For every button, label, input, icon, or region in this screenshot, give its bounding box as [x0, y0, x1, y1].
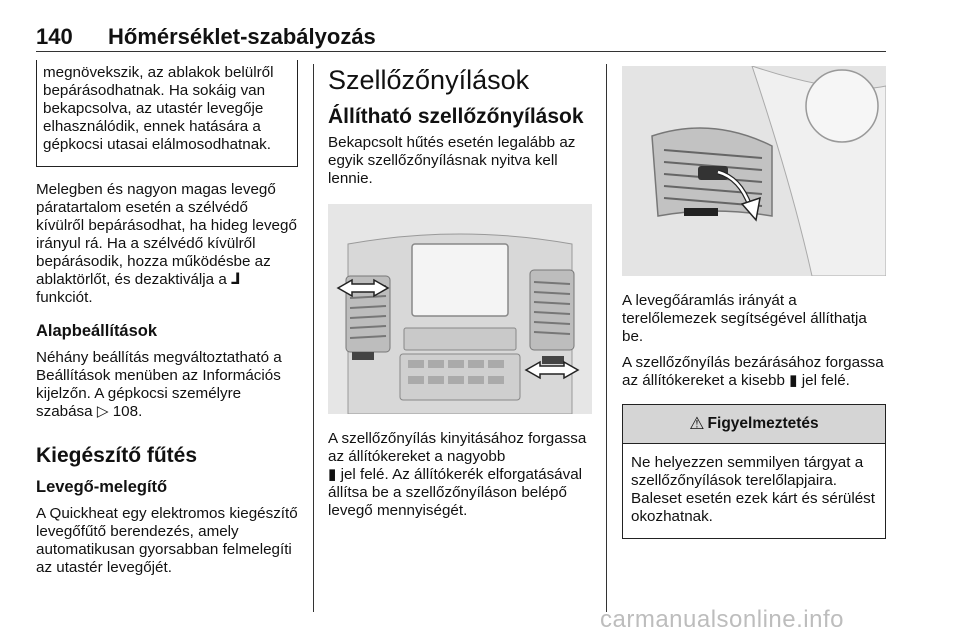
large-mark-icon: ▮ [328, 466, 337, 483]
page-ref-number: 108. [112, 403, 143, 420]
heading-auxiliary-heating: Kiegészítő fűtés [36, 444, 198, 467]
watermark-text: carmanualsonline.info [600, 606, 844, 633]
paragraph-fogging-text: Melegben és nagyon magas levegő páratartalom esetén a szélvédő kívülről bepárásodhat, ha hideg levegő irányul rá. Ha a szélvédő kívülről bepárásodik, hozza működésbe az ablaktörlőt, és dezaktiválja a [36, 181, 297, 288]
heading-defaults: Alapbeállítások [36, 322, 158, 340]
small-mark-icon: ▮ [789, 372, 798, 389]
column-divider-1 [313, 64, 314, 612]
heading-air-heater: Levegő-melegítő [36, 478, 168, 496]
paragraph-close-vent-end: jel felé. [801, 372, 850, 389]
paragraph-quickheat: A Quickheat egy elektromos kiegészítő levegőfűtő berendezés, amely automatikusan gyorsabban felmelegíti az utastér levegőjét. [36, 505, 298, 576]
paragraph-settings-text: Néhány beállítás megváltoztatható a Beállítások menüben az Információs kijelzőn. A gépkocsi személyre szabása [36, 349, 282, 420]
heading-adjustable-vents: Állítható szellőzőnyílások [328, 105, 584, 128]
page-ref-arrow-icon: ▷ [96, 403, 109, 420]
continued-note-box [36, 60, 298, 167]
paragraph-fogging-end: funkciót. [36, 289, 93, 306]
warning-text: Ne helyezzen semmilyen tárgyat a szellőzőnyílások terelőlapjaira. Baleset esetén ezek kárt és sérülést okozhatnak. [631, 454, 875, 525]
defog-symbol-icon: ᒧ [231, 271, 241, 288]
warning-title: Figyelmeztetés [707, 415, 819, 432]
heading-vents: Szellőzőnyílások [328, 65, 530, 95]
side-vent-illustration [622, 66, 886, 276]
page-header [36, 22, 886, 52]
header-rule [36, 51, 886, 52]
warning-box [622, 404, 886, 539]
continued-note-text: megnövekszik, az ablakok belülről bepárásodhatnak. Ha sokáig van bekapcsolva, az utastér levegője elhasználódik, ennek hatására a gépkocsi utasai elálmosodhatnak. [43, 64, 274, 153]
paragraph-open-vent-text: A szellőzőnyílás kinyitásához forgassa az állítókereket a nagyobb [328, 430, 587, 465]
paragraph-open-vent-end: jel felé. Az állítókerék elforgatásával állítsa be a szellőzőnyíláson belépő levegő mennyiségét. [328, 466, 583, 519]
paragraph-close-vent-text: A szellőzőnyílás bezárásához forgassa az állítókereket a kisebb [622, 354, 884, 389]
page-number: 140 [36, 24, 73, 49]
paragraph-fogging [36, 181, 298, 307]
column-3 [622, 60, 886, 539]
warning-triangle-icon: ⚠ [689, 414, 705, 433]
paragraph-close-vent [622, 354, 886, 390]
paragraph-open-vent [328, 430, 592, 520]
center-vents-figure [328, 204, 592, 414]
paragraph-settings [36, 349, 298, 421]
column-1 [36, 60, 298, 577]
side-vent-figure [622, 66, 886, 276]
warning-header [623, 405, 885, 444]
column-divider-2 [606, 64, 607, 612]
chapter-title: Hőmérséklet-szabályozás [108, 24, 376, 49]
paragraph-airflow-direction: A levegőáramlás irányát a terelőlemezek segítségével állíthatja be. [622, 292, 867, 345]
column-2 [328, 60, 592, 520]
center-vents-illustration [328, 204, 592, 414]
paragraph-cooling-vent: Bekapcsolt hűtés esetén legalább az egyik szellőzőnyílásnak nyitva kell lennie. [328, 134, 576, 187]
